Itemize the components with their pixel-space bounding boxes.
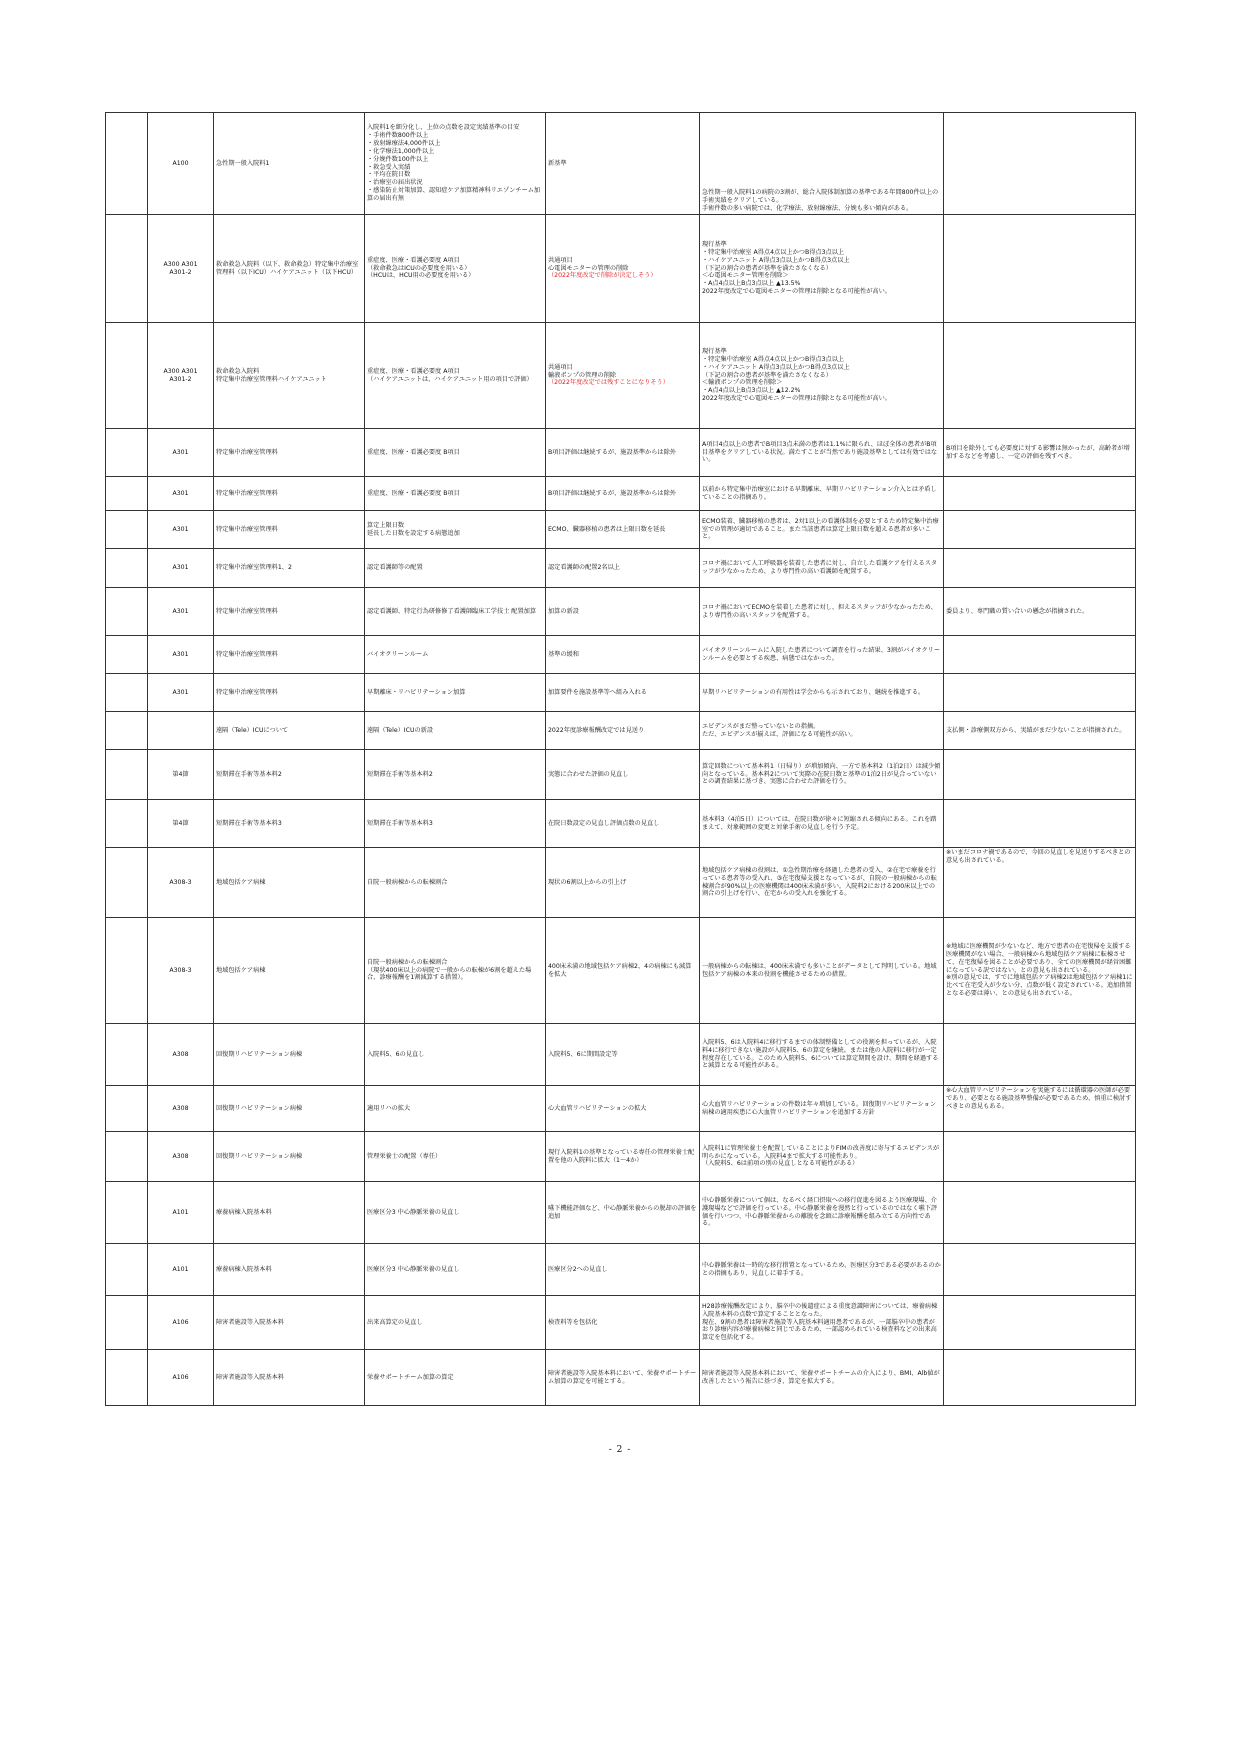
- item-detail: 適用リハの拡大: [365, 1086, 546, 1132]
- change-reason: コロナ禍においてECMOを装着した患者に対し、担えるスタッフが少なかったため、より専門性の高いスタッフを配置する。: [700, 588, 944, 636]
- opinion: [944, 549, 1136, 588]
- opinion: ※心大血管リハビリテーションを実施するには循環器の医師が必要であり、必要となる施設基準整備が必要であるため、慎重に検討すべきとの意見もある。: [944, 1086, 1136, 1132]
- item-detail: 自院一般病棟からの転棟割合 （現状400床以上の病院で一般からの転棟が6割を超えた場合、診療報酬を1割減算する措置）。: [365, 918, 546, 1024]
- opinion: [944, 215, 1136, 323]
- change-reason: 心大血管リハビリテーションの件数は年々増加している。回復期リハビリテーション病棟の適用疾患に心大血管リハビリテーションを追加する方針: [700, 1086, 944, 1132]
- table-row: [106, 674, 1136, 712]
- change-reason: 基本料3（4泊5日）については、在院日数が徐々に短縮される傾向にある。これを踏まえて、対象範囲の変更と対象手術の見直しを行う予定。: [700, 800, 944, 848]
- item-detail: 重症度、医療・看護必要度 B項目: [365, 477, 546, 511]
- item-detail: 重症度、医療・看護必要度 A項目 （救命救急はICUの必要度を用いる） （HCUは、HCU用の必要度を用いる）: [365, 215, 546, 323]
- change-content: ECMO、臓器移植の患者は上限日数を延長: [546, 511, 700, 549]
- item-detail: 医療区分3 中心静脈栄養の見直し: [365, 1244, 546, 1296]
- section-code: A301: [148, 636, 214, 674]
- change-reason: 以前から特定集中治療室における早期離床、早期リハビリテーション介入とは矛盾していることの指摘あり。: [700, 477, 944, 511]
- change-content: 在院日数設定の見直し評価点数の見直し: [546, 800, 700, 848]
- opinion: 支払側・診療側双方から、実績がまだ少ないことが指摘された。: [944, 712, 1136, 750]
- table-row: [106, 511, 1136, 549]
- section-code: A100: [148, 113, 214, 215]
- table-row: [106, 215, 1136, 323]
- change-content: 新基準: [546, 113, 700, 215]
- section-code: 第4節: [148, 800, 214, 848]
- item-name: 遠隔（Tele）ICUについて: [214, 712, 365, 750]
- item-name: 短期滞在手術等基本料2: [214, 750, 365, 800]
- item-name: 障害者施設等入院基本料: [214, 1350, 365, 1406]
- change-content: 障害者施設等入院基本料において、栄養サポートチーム加算の算定を可能とする。: [546, 1350, 700, 1406]
- item-detail: 認定看護師、特定行為研修修了看護師臨床工学技士 配置加算: [365, 588, 546, 636]
- item-name: 救命救急入院料（以下、救命救急）特定集中治療室管理料（以下ICU）ハイケアユニット（以下HCU）: [214, 215, 365, 323]
- item-detail: 出来高算定の見直し: [365, 1296, 546, 1350]
- section-code: A308: [148, 1024, 214, 1086]
- section-code: A301: [148, 674, 214, 712]
- item-detail: 医療区分3 中心静脈栄養の見直し: [365, 1182, 546, 1244]
- change-reason: 障害者施設等入院基本料において、栄養サポートチームの介入により、BMI、Alb値が改善したという報告に基づき、算定を拡大する。: [700, 1350, 944, 1406]
- change-content: 加算要件を施設基準等へ組み入れる: [546, 674, 700, 712]
- table-row: [106, 1244, 1136, 1296]
- section-code: A308-3: [148, 848, 214, 918]
- table-row: [106, 1350, 1136, 1406]
- table-row: [106, 1182, 1136, 1244]
- change-content: 嚥下機能評価など、中心静脈栄養からの脱却の評価を追加: [546, 1182, 700, 1244]
- opinion: [944, 636, 1136, 674]
- item-name: 特定集中治療室管理料: [214, 636, 365, 674]
- item-detail: 早期離床・リハビリテーション加算: [365, 674, 546, 712]
- change-note: （2022年度改定で削除が決定しそう）: [548, 272, 657, 280]
- section-code: 第4節: [148, 750, 214, 800]
- section-code: A300 A301 A301-2: [148, 215, 214, 323]
- change-reason: 地域包括ケア病棟の役割は、①急性期治療を経過した患者の受入、②在宅で療養を行っている患者等の受入れ、③在宅復帰支援となっているが、自院の一般病棟からの転棟割合が90%以上の医療機関は400床未満が多い。入院料2における200床以上での割合の引上げを行い、在宅からの受入れを強化する。: [700, 848, 944, 918]
- change-reason: 現行基準 ・特定集中治療室 A得点4点以上かつB得点3点以上 ・ハイケアユニット A得点3点以上かつB得点3点以上 （下記の割合の患者が基準を満たさなくなる） ＜心電図モニター管理を削除＞ ・A点4点以上B点3点以上 ▲13.5% 2022年度改定で心電図モニターの管理は削除となる可能性が高い。: [700, 215, 944, 323]
- change-common: 共通項目: [548, 256, 573, 264]
- opinion: [944, 477, 1136, 511]
- section-code: A301: [148, 477, 214, 511]
- opinion: [944, 511, 1136, 549]
- item-name: 回復期リハビリテーション病棟: [214, 1086, 365, 1132]
- change-content: 2022年度診療報酬改定では見送り: [546, 712, 700, 750]
- opinion: 委員より、専門職の質い合いの懸念が指摘された。: [944, 588, 1136, 636]
- change-note: （2022年度改定では残すことになりそう）: [548, 379, 669, 387]
- item-detail: 短期滞在手術等基本料3: [365, 800, 546, 848]
- section-code: A106: [148, 1350, 214, 1406]
- section-code: A308-3: [148, 918, 214, 1024]
- change-content: 実態に合わせた評価の見直し: [546, 750, 700, 800]
- opinion: [944, 1132, 1136, 1182]
- opinion: [944, 113, 1136, 215]
- item-name: 特定集中治療室管理料: [214, 477, 365, 511]
- section-code: A301: [148, 511, 214, 549]
- item-name: 回復期リハビリテーション病棟: [214, 1132, 365, 1182]
- change-content: 現状の6割以上からの引上げ: [546, 848, 700, 918]
- opinion: [944, 1296, 1136, 1350]
- table-row: [106, 1086, 1136, 1132]
- change-reason: 中心静脈栄養は一時的な移行措置となっているため、医療区分3である必要があるのかとの指摘もあり、見直しに着手する。: [700, 1244, 944, 1296]
- item-name: 地域包括ケア病棟: [214, 918, 365, 1024]
- item-name: 特定集中治療室管理料: [214, 674, 365, 712]
- table-row: [106, 848, 1136, 918]
- change-reason: エビデンスがまだ整っていないとの指摘。 ただ、エビデンスが揃えば、評価になる可能性が高い。: [700, 712, 944, 750]
- item-name: 短期滞在手術等基本料3: [214, 800, 365, 848]
- section-code: A301: [148, 549, 214, 588]
- item-name: 特定集中治療室管理料: [214, 429, 365, 477]
- change-content: 現行入院料1の基準となっている専任の管理栄養士配置を他の入院料に拡大（1～4か）: [546, 1132, 700, 1182]
- table-row: [106, 1024, 1136, 1086]
- change-reason: A項目4点以上の患者でB項目3点未満の患者は1.1%に限られ、ほぼ全体の患者がB項目基準をクリアしている状況。満たすことが当然であり施設基準としては有効ではない。: [700, 429, 944, 477]
- change-reason: 入院料5、6は入院料4に移行するまでの体制整備としての役割を担っているが、入院料4に移行できない施設が入院料5、6の算定を継続。または他の入院料に移行が一定程度存在している。このため入院料5、6については算定期間を設け、期間を経過すると減算となる可能性がある。: [700, 1024, 944, 1086]
- table-row: [106, 800, 1136, 848]
- opinion: [944, 323, 1136, 429]
- change-main: 輸液ポンプの管理の削除: [548, 371, 617, 379]
- item-name: 特定集中治療室管理料: [214, 511, 365, 549]
- opinion: [944, 1350, 1136, 1406]
- opinion: [944, 1182, 1136, 1244]
- item-name: 救命救急入院料 特定集中治療室管理料ハイケアユニット: [214, 323, 365, 429]
- item-detail: 短期滞在手術等基本料2: [365, 750, 546, 800]
- opinion: ※地域に医療機関が少ないなど、地方で患者の在宅復帰を支援する医療機関がない場合、一般病棟から地域包括ケア病棟に転棟させて、在宅復帰を図ることが必要であり、全ての医療機関が経営困難になっている訳ではない、との意見も出されている。 ※別の意見では、すでに地域包括ケア病棟2は地域包括ケア病棟1に比べて在宅受入が少ない分、点数が低く設定されている。追加措置となる必要は薄い、との意見も出されている。: [944, 918, 1136, 1024]
- change-reason: H28診療報酬改定により、脳卒中の後遺症による重度意識障害については、療養病棟入院基本料の点数で算定することとなった。 現在、9割の患者は障害者施設等入院基本料適用患者であるが、一部脳卒中の患者がおり診療内容が療養病棟と同じであるため、一部認められている検査料などの出来高算定を包括化する。: [700, 1296, 944, 1350]
- table-row: [106, 429, 1136, 477]
- item-detail: 重症度、医療・看護必要度 A項目 （ハイケアユニットは、ハイケアユニット用の項目で評価）: [365, 323, 546, 429]
- item-detail: バイオクリーンルーム: [365, 636, 546, 674]
- opinion: ※いまだコロナ禍であるので、今回の見直しを見送りするべきとの意見も出されている。: [944, 848, 1136, 918]
- change-content: 400床未満の地域包括ケア病棟2、4の病棟にも減算を拡大: [546, 918, 700, 1024]
- change-content: 医療区分2への見直し: [546, 1244, 700, 1296]
- document-sheet: [105, 112, 1135, 1442]
- section-code: A301: [148, 429, 214, 477]
- opinion: [944, 800, 1136, 848]
- change-content: 加算の新設: [546, 588, 700, 636]
- item-name: 療養病棟入院基本料: [214, 1244, 365, 1296]
- change-reason: 急性期一般入院料1の病院の3割が、総合入院体制加算の基準である年間800件以上の手術実績をクリアしている。 手術件数の多い病院では、化学療法、放射線療法、分娩も多い傾向がある。: [700, 113, 944, 215]
- item-name: 地域包括ケア病棟: [214, 848, 365, 918]
- section-code: A101: [148, 1182, 214, 1244]
- change-reason: コロナ禍において人工呼吸器を装着した患者に対し、自立した看護ケアを行えるスタッフが少なかったため、より専門性の高い看護師を配置する。: [700, 549, 944, 588]
- table-row: [106, 113, 1136, 215]
- table-row: [106, 588, 1136, 636]
- change-content: 心大血管リハビリテーションの拡大: [546, 1086, 700, 1132]
- table-row: [106, 1296, 1136, 1350]
- item-name: 回復期リハビリテーション病棟: [214, 1024, 365, 1086]
- table-row: [106, 549, 1136, 588]
- change-reason: ECMO装着、臓器移植の患者は、2対1以上の看護体制を必要とするため特定集中治療室での管理が適切であること。また当該患者は算定上限日数を超える患者が多いこと。: [700, 511, 944, 549]
- change-reason: 算定回数について基本料1（日帰り）が増加傾向、一方で基本料2（1泊2日）は減少傾向となっている。基本料2について実際の在院日数と基準の1泊2日が見合っていないとの調査結果に基づき、実態に合わせた評価を行う。: [700, 750, 944, 800]
- opinion: [944, 674, 1136, 712]
- change-reason: 早期リハビリテーションの有用性は学会からも示されており、継続を推進する。: [700, 674, 944, 712]
- item-name: 療養病棟入院基本料: [214, 1182, 365, 1244]
- page-number: - 2 -: [608, 1445, 632, 1455]
- section-code: A301: [148, 588, 214, 636]
- item-detail: 認定看護師等の配置: [365, 549, 546, 588]
- change-reason: 現行基準 ・特定集中治療室 A得点4点以上かつB得点3点以上 ・ハイケアユニット A得点3点以上かつB得点3点以上 （下記の割合の患者が基準を満たさなくなる） ＜輸液ポンプの管理を削除＞ ・A点4点以上B点3点以上 ▲12.2% 2022年度改定で心電図モニターの管理は削除となる可能性が高い。: [700, 323, 944, 429]
- table-row: [106, 636, 1136, 674]
- item-detail: 遠隔（Tele）ICUの新設: [365, 712, 546, 750]
- item-detail: 入院料5、6の見直し: [365, 1024, 546, 1086]
- opinion: [944, 1244, 1136, 1296]
- change-content: [546, 215, 700, 323]
- change-reason: 一般病棟からの転棟は、400床未満でも多いことがデータとして判明している。地域包括ケア病棟の本来の役割を機能させるための措置。: [700, 918, 944, 1024]
- change-reason: バイオクリーンルームに入院した患者について調査を行った結果、3割がバイオクリーンルームを必要とする疾患、病態ではなかった。: [700, 636, 944, 674]
- change-content: [546, 323, 700, 429]
- table-row: [106, 750, 1136, 800]
- change-content: B項目評価は継続するが、施設基準からは除外: [546, 429, 700, 477]
- change-content: 入院料5、6に期間設定等: [546, 1024, 700, 1086]
- item-detail: 算定上限日数 延長した日数を設定する病態追加: [365, 511, 546, 549]
- change-common: 共通項目: [548, 363, 573, 371]
- table-row: [106, 712, 1136, 750]
- item-detail: 管理栄養士の配置（専任）: [365, 1132, 546, 1182]
- section-code: A106: [148, 1296, 214, 1350]
- change-content: 基準の緩和: [546, 636, 700, 674]
- change-main: 心電図モニターの管理の削除: [548, 264, 629, 272]
- change-reason: 入院料1に管理栄養士を配置していることによりFIMの改善度に寄与するエビデンスが明らかになっている。入院料4まで拡大する可能性あり。 （入院料5、6は前項の別の見直しとなる可能性がある）: [700, 1132, 944, 1182]
- item-name: 特定集中治療室管理料: [214, 588, 365, 636]
- section-code: A308: [148, 1132, 214, 1182]
- table-row: [106, 918, 1136, 1024]
- opinion: [944, 750, 1136, 800]
- change-content: B項目評価は継続するが、施設基準からは除外: [546, 477, 700, 511]
- table-row: [106, 323, 1136, 429]
- change-reason: 中心静脈栄養について個は、なるべく経口摂取への移行促進を図るよう医療現場、介護現場などで評価を行っている。中心静脈栄養を漫然と行っているのではなく嚥下評価を行いつつ、中心静脈栄養からの離脱を念頭に診療報酬を組み立てる方向性である。: [700, 1182, 944, 1244]
- opinion: [944, 1024, 1136, 1086]
- item-name: 特定集中治療室管理料1、2: [214, 549, 365, 588]
- opinion: B項目を除外しても必要度に対する影響は無かったが、高齢者が増加するなどを考慮し、一定の評価を残すべき。: [944, 429, 1136, 477]
- section-code: [148, 712, 214, 750]
- item-detail: 栄養サポートチーム加算の算定: [365, 1350, 546, 1406]
- item-name: 急性期一般入院料1: [214, 113, 365, 215]
- section-code: A300 A301 A301-2: [148, 323, 214, 429]
- change-content: 検査料等を包括化: [546, 1296, 700, 1350]
- section-code: A308: [148, 1086, 214, 1132]
- item-name: 障害者施設等入院基本料: [214, 1296, 365, 1350]
- table-row: [106, 477, 1136, 511]
- section-code: A101: [148, 1244, 214, 1296]
- item-detail: 入院料1を細分化し、上位の点数を設定実績基準の目安 ・手術件数800件以上 ・放射線療法4,000件以上 ・化学療法1,000件以上 ・分娩件数100件以上 ・救急受入実績 ・平均在院日数 ・治療室の届出状況 ・感染防止対策加算、認知症ケア加算精神科リエゾンチーム加算の届出有無: [365, 113, 546, 215]
- table-row: [106, 1132, 1136, 1182]
- revision-table: [105, 112, 1136, 1406]
- item-detail: 自院一般病棟からの転棟割合: [365, 848, 546, 918]
- item-detail: 重症度、医療・看護必要度 B項目: [365, 429, 546, 477]
- change-content: 認定看護師の配置2名以上: [546, 549, 700, 588]
